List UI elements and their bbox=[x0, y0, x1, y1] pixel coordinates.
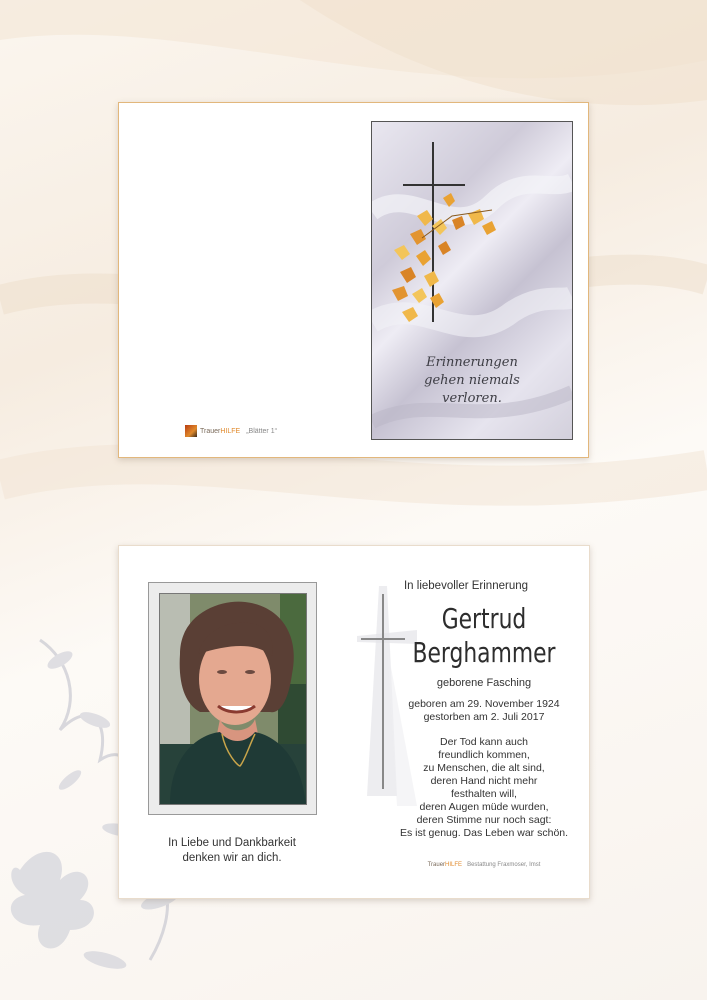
cover-verse-line: verloren. bbox=[442, 391, 502, 406]
death-date: gestorben am 2. Juli 2017 bbox=[423, 711, 545, 723]
brand-logo bbox=[185, 425, 277, 437]
undertaker-name: Bestattung Fraxmoser, Imst bbox=[467, 862, 541, 868]
cover-verse-line: Erinnerungen bbox=[426, 355, 518, 370]
poem-line: zu Menschen, die alt sind, bbox=[423, 762, 545, 774]
brand-name-part2: HILFE bbox=[220, 427, 241, 435]
brand-name-part1: Trauer bbox=[200, 427, 221, 435]
birth-name: geborene Fasching bbox=[436, 677, 532, 689]
portrait-photo bbox=[159, 593, 307, 805]
footer-brand-part2: HILFE bbox=[445, 862, 463, 868]
brand-series: „Blätter 1“ bbox=[246, 427, 277, 435]
photo-frame bbox=[148, 582, 317, 815]
footer-brand-part1: Trauer bbox=[427, 862, 446, 868]
poem-line: Es ist genug. Das Leben war schön. bbox=[399, 827, 569, 839]
cover-verse bbox=[372, 354, 572, 408]
life-dates bbox=[401, 698, 567, 724]
photo-caption-line: In Liebe und Dankbarkeit bbox=[168, 837, 296, 849]
birth-date: geboren am 29. November 1924 bbox=[408, 698, 560, 710]
photo-caption bbox=[139, 836, 325, 866]
poem-line: deren Hand nicht mehr bbox=[430, 775, 538, 787]
poem-line: deren Augen müde wurden, bbox=[419, 801, 549, 813]
memorial-header: In liebevoller Erinnerung bbox=[403, 580, 529, 592]
poem-line: deren Stimme nur noch sagt: bbox=[416, 814, 552, 826]
cover-image bbox=[371, 121, 573, 440]
deceased-last-name: Berghammer bbox=[412, 636, 556, 669]
front-card bbox=[118, 102, 589, 458]
card-footer bbox=[381, 862, 587, 868]
poem-line: freundlich kommen, bbox=[438, 749, 530, 761]
memorial-poem bbox=[381, 736, 587, 840]
cover-verse-line: gehen niemals bbox=[424, 373, 520, 388]
inner-card bbox=[118, 545, 590, 899]
brand-logo-icon bbox=[185, 425, 197, 437]
deceased-first-name: Gertrud bbox=[441, 602, 527, 635]
photo-caption-line: denken wir an dich. bbox=[182, 852, 282, 864]
poem-line: Der Tod kann auch bbox=[440, 736, 528, 748]
poem-line: festhalten will, bbox=[451, 788, 517, 800]
portrait-icon bbox=[160, 594, 306, 804]
